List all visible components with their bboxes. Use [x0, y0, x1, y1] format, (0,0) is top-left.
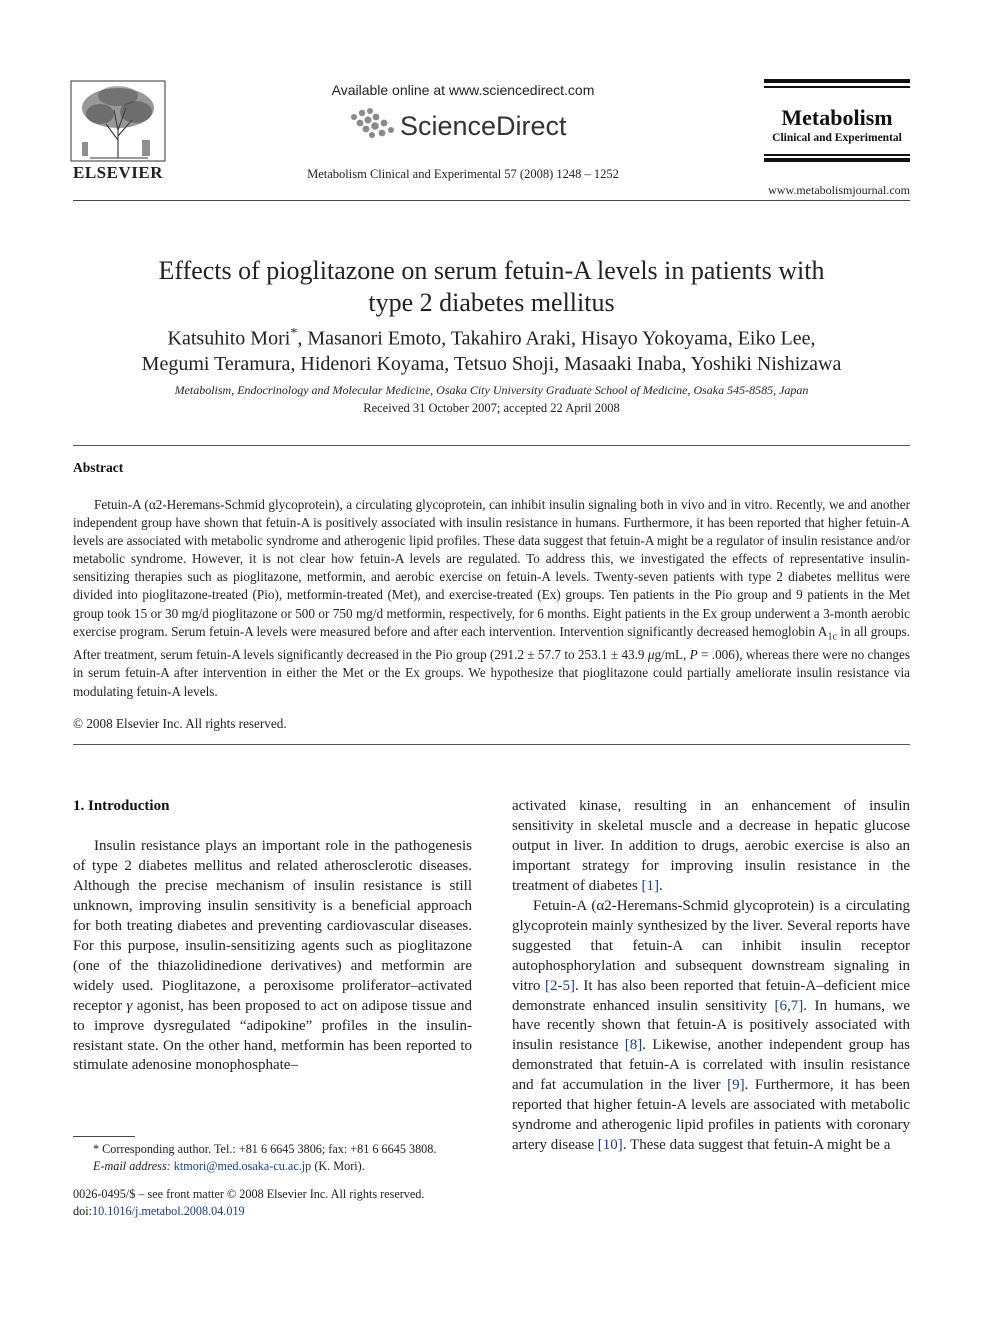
body-text: . Likewise, another independent group has demonstrated that fetuin-A is correlated with insulin resistance and fat accumulation in the liver [512, 1037, 910, 1094]
body-text: Fetuin-A (α2-Heremans-Schmid glycoprotein) is a circulating glycoprotein mainly synthesized by the liver. Several reports have suggested that fetuin-A can inhibit insulin receptor autophosphorylation and subsequent downstream signaling in vitro [512, 897, 910, 994]
body-text: Insulin resistance plays an important role in the pathogenesis of type 2 diabetes mellitus and related atherosclerotic diseases. Although the precise mechanism of insulin resistance is still unknown, improving insulin sensitivity is a beneficial approach for both treating diabetes and preventing cardiovascular diseases. For this purpose, insulin-sensitizing agents such as pioglitazone (one of the thiazolidinedione derivatives) and metformin are widely used. Pioglitazone, a peroxisome proliferator–activated receptor [73, 838, 472, 1014]
doi-line [73, 1204, 245, 1219]
abstract-text: Fetuin-A (α2-Heremans-Schmid glycoprotein), a circulating glycoprotein, can inhibit insulin signaling both in vivo and in vitro. Recently, we and another independent group have shown that fetuin-A is positively associated with insulin resistance in humans. Furthermore, it has been reported that higher fetuin-A levels are associated with metabolic syndrome and atherogenic lipid profiles. These data suggest that fetuin-A might be a regulator of insulin resistance and/or metabolic syndrome. However, it is not clear how fetuin-A levels are regulated. To address this, we investigated the effects of representative insulin-sensitizing therapies such as pioglitazone, metformin, and aerobic exercise on fetuin-A levels. Twenty-seven patients with type 2 diabetes mellitus were divided into pioglitazone-treated (Pio), metformin-treated (Met), and exercise-treated (Ex) groups. Ten patients in the Pio group and 9 patients in the Met group took 15 or 30 mg/d pioglitazone or 500 or 750 mg/d metformin, respectively, for 6 months. Eight patients in the Ex group underwent a 3-month aerobic exercise program. Serum fetuin-A levels were measured before and after each intervention. Intervention significantly decreased hemoglobin A [73, 497, 910, 639]
gamma-symbol: γ [126, 997, 133, 1014]
journal-citation: Metabolism Clinical and Experimental 57 (2008) 1248 – 1252 [307, 167, 619, 181]
abstract-bottom-rule [73, 744, 910, 745]
abstract-heading: Abstract [73, 460, 124, 475]
publisher-wordmark: ELSEVIER [73, 163, 163, 182]
corresponding-author-footnote [73, 1141, 473, 1175]
journal-logo-rule [764, 86, 910, 88]
article-title-line-1: Effects of pioglitazone on serum fetuin-A levels in patients with [158, 256, 825, 285]
affiliation: Metabolism, Endocrinology and Molecular Medicine, Osaka City University Graduate School of Medicine, Osaka 545-8585, Japan [174, 383, 809, 397]
email-link[interactable]: ktmori@med.osaka-cu.ac.jp [173, 1159, 312, 1173]
author-list-line-2: Megumi Teramura, Hidenori Koyama, Tetsuo Shoji, Masaaki Inaba, Yoshiki Nishizawa [141, 353, 842, 375]
citation-link[interactable]: [6,7] [774, 997, 804, 1014]
body-text: . It has also been reported that fetuin-A–deficient mice demonstrate enhanced insulin sensitivity [512, 977, 910, 1014]
sciencedirect-wordmark: ScienceDirect [400, 111, 567, 141]
p-symbol: P [689, 647, 698, 663]
footnote-marker: * [93, 1142, 100, 1156]
section-heading-introduction: 1. Introduction [73, 798, 170, 814]
abstract-text: in all groups. After treatment, serum fetuin-A levels significantly decreased in the Pio group (291.2 ± 57.7 to 253.1 ± 43.9 [73, 623, 910, 663]
subscript: 1c [827, 631, 837, 643]
citation-link[interactable]: [1] [641, 877, 660, 894]
journal-url-link[interactable]: www.metabolismjournal.com [768, 183, 910, 197]
abstract-copyright: © 2008 Elsevier Inc. All rights reserved. [73, 716, 287, 731]
corresponding-author-contact: Corresponding author. Tel.: +81 6 6645 3806; fax: +81 6 6645 3808. [102, 1142, 437, 1156]
body-text: . These data suggest that fetuin-A might be a [622, 1137, 891, 1154]
sciencedirect-logo[interactable] [346, 103, 586, 143]
author-list-line-1 [0, 326, 983, 351]
received-dates: Received 31 October 2007; accepted 22 April 2008 [363, 401, 620, 415]
body-text: . Furthermore, it has been reported that higher fetuin-A levels are associated with metabolic syndrome and atherogenic lipid profiles in patients with coronary artery disease [512, 1077, 910, 1154]
journal-logo-title: Metabolism [781, 105, 893, 130]
left-column-text [73, 837, 472, 1076]
body-text: . In humans, we have recently shown that fetuin-A is positively associated with insulin resistance [512, 997, 910, 1054]
author-name[interactable]: Katsuhito Mori [167, 327, 291, 350]
doi-link[interactable]: 10.1016/j.metabol.2008.04.019 [91, 1204, 245, 1218]
journal-logo-subtitle: Clinical and Experimental [772, 132, 902, 144]
abstract-top-rule [73, 445, 910, 446]
abstract-text: = .006), whereas there were no changes in serum fetuin-A after intervention in either the Met or the Ex groups. We hypothesize that pioglitazone could partially ameliorate insulin resistance via modulating fetuin-A levels. [73, 647, 910, 699]
body-text: activated kinase, resulting in an enhancement of insulin sensitivity in skeletal muscle and a decrease in hepatic glucose output in liver. In addition to drugs, aerobic exercise is also an important strategy for improving insulin resistance in the treatment of diabetes [512, 798, 910, 894]
citation-link[interactable]: [8] [624, 1037, 643, 1054]
journal-logo-rule [764, 79, 910, 83]
mu-symbol: μ [647, 647, 655, 663]
abstract-text: g/mL, [654, 647, 690, 663]
email-owner: (K. Mori). [314, 1159, 365, 1173]
footnote-rule [73, 1136, 135, 1137]
corresponding-author-marker[interactable]: * [290, 326, 298, 341]
citation-link[interactable]: [9] [727, 1077, 745, 1094]
author-names: , Masanori Emoto, Takahiro Araki, Hisayo Yokoyama, Eiko Lee, [297, 327, 816, 350]
issn-line: 0026-0495/$ – see front matter © 2008 Elsevier Inc. All rights reserved. [73, 1187, 425, 1201]
citation-link[interactable]: [2-5] [544, 977, 575, 994]
journal-logo-rule [764, 154, 910, 156]
body-text: agonist, has been proposed to act on adipose tissue and to improve dysregulated “adipokine” profiles in the insulin-resistant state. On the other hand, metformin has been reported to stimulate adenosine monophosphate– [73, 997, 472, 1074]
available-online-text: Available online at www.sciencedirect.com [331, 82, 595, 98]
right-column-text [512, 797, 910, 1156]
doi-label: doi: [73, 1204, 92, 1218]
journal-logo-rule [764, 158, 910, 162]
article-title-line-2: type 2 diabetes mellitus [368, 288, 615, 317]
abstract-body [73, 496, 910, 701]
citation-link[interactable]: [10] [597, 1137, 623, 1154]
header-divider [73, 200, 910, 201]
body-text: . [659, 877, 663, 894]
email-label: E-mail address: [93, 1159, 171, 1173]
